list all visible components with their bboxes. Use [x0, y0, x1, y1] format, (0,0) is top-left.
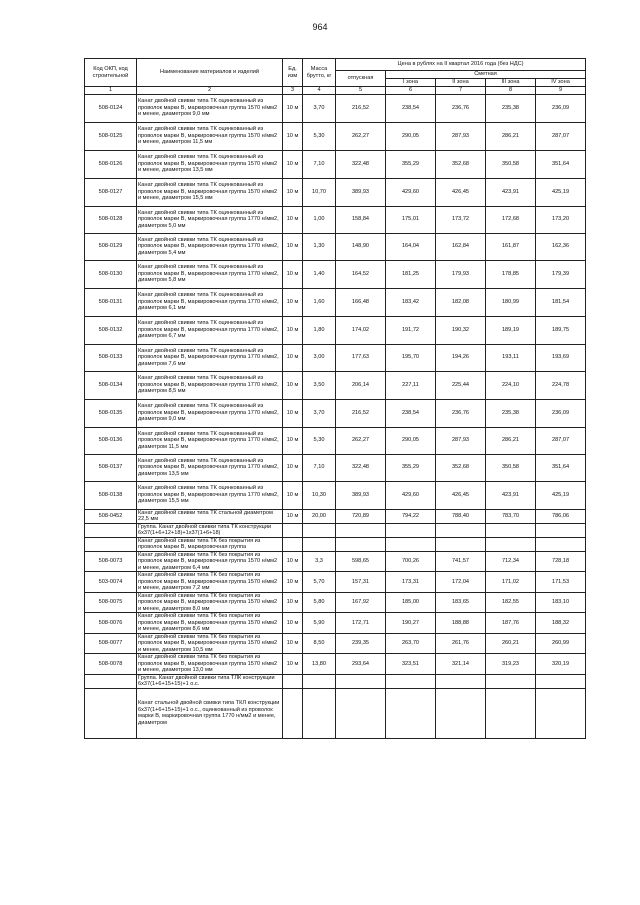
row-price-zone-3 [486, 537, 536, 551]
row-mass: 3,00 [303, 344, 336, 371]
group-empty-cell [386, 674, 436, 688]
page-number: 964 [312, 22, 328, 32]
row-price-zone-3: 783,70 [486, 509, 536, 523]
group-empty-cell [303, 523, 336, 537]
row-code: 508-0452 [85, 509, 137, 523]
row-price-zone-3: 193,11 [486, 344, 536, 371]
row-name: Канат двойной свивки типа ТК оцинкованный из проволок марки В, маркировочная группа 1570 н/мм2 и менее, диаметром 9,0 мм [137, 94, 283, 122]
row-price-zone-2: 190,32 [436, 316, 486, 344]
row-price-zone-3: 182,55 [486, 592, 536, 613]
row-price-otpusk: 262,27 [336, 122, 386, 150]
row-name: Канат двойной свивки типа ТК без покрытия из проволок марки В, маркировочная группа 1570 н/мм2 и менее, диаметром 8,6 мм [137, 613, 283, 634]
row-unit [283, 688, 303, 738]
row-unit: 10 м [283, 260, 303, 288]
row-price-otpusk: 239,35 [336, 633, 386, 654]
group-empty-cell [283, 674, 303, 688]
row-price-otpusk [336, 688, 386, 738]
table-row [85, 427, 586, 454]
row-code [85, 688, 137, 738]
row-price-zone-2: 788,40 [436, 509, 486, 523]
row-price-zone-4: 162,36 [536, 233, 586, 260]
header-zone-1: I зона [386, 79, 436, 87]
row-price-zone-4: 189,75 [536, 316, 586, 344]
row-name: Канат двойной свивки типа ТК без покрытия из проволок марки В, маркировочная группа 1570 н/мм2 и менее, диаметром 8,0 мм [137, 592, 283, 613]
row-unit [283, 537, 303, 551]
row-price-zone-1: 323,51 [386, 654, 436, 675]
row-price-zone-1: 185,00 [386, 592, 436, 613]
row-code: 508-0077 [85, 633, 137, 654]
row-price-zone-3: 224,10 [486, 371, 536, 399]
row-price-zone-2: 321,14 [436, 654, 486, 675]
row-code: 508-0134 [85, 371, 137, 399]
row-mass: 3,70 [303, 399, 336, 427]
group-empty-cell [436, 674, 486, 688]
row-price-zone-1: 700,26 [386, 551, 436, 572]
row-price-zone-1: 227,11 [386, 371, 436, 399]
row-code: 508-0131 [85, 288, 137, 316]
row-price-otpusk: 167,92 [336, 592, 386, 613]
row-price-zone-1: 290,05 [386, 122, 436, 150]
col-number: 4 [303, 87, 336, 95]
row-mass: 5,80 [303, 592, 336, 613]
row-price-zone-2: 182,08 [436, 288, 486, 316]
col-number: 3 [283, 87, 303, 95]
row-price-otpusk: 720,89 [336, 509, 386, 523]
table-row [85, 654, 586, 675]
row-price-zone-2: 261,76 [436, 633, 486, 654]
row-price-zone-4: 287,07 [536, 122, 586, 150]
row-price-zone-2: 426,45 [436, 178, 486, 206]
col-number: 2 [137, 87, 283, 95]
row-unit: 10 м [283, 654, 303, 675]
row-price-zone-4: 236,09 [536, 94, 586, 122]
row-name: Канат двойной свивки типа ТК оцинкованный из проволок марки В, маркировочная группа 1770 н/мм2, диаметром 5,0 мм [137, 206, 283, 233]
row-unit: 10 м [283, 94, 303, 122]
row-price-zone-4: 183,10 [536, 592, 586, 613]
row-mass: 13,80 [303, 654, 336, 675]
table-row [85, 592, 586, 613]
row-price-zone-3: 423,91 [486, 481, 536, 509]
row-mass [303, 688, 336, 738]
row-price-otpusk: 166,48 [336, 288, 386, 316]
row-price-zone-3: 286,21 [486, 427, 536, 454]
row-unit: 10 м [283, 316, 303, 344]
row-price-zone-1: 175,01 [386, 206, 436, 233]
row-price-zone-4: 786,06 [536, 509, 586, 523]
row-price-zone-1: 164,04 [386, 233, 436, 260]
row-unit: 10 м [283, 288, 303, 316]
table-row [85, 94, 586, 122]
group-empty-cell [486, 674, 536, 688]
row-price-otpusk: 262,27 [336, 427, 386, 454]
table-row [85, 371, 586, 399]
row-price-otpusk [336, 537, 386, 551]
row-price-zone-3: 260,21 [486, 633, 536, 654]
header-price-title: Цена в рублях на II квартал 2016 года (без НДС) [336, 59, 586, 71]
row-price-zone-1 [386, 688, 436, 738]
row-mass: 1,40 [303, 260, 336, 288]
table-row [85, 688, 586, 738]
row-price-otpusk: 216,52 [336, 94, 386, 122]
header-zone-4: IV зона [536, 79, 586, 87]
row-price-zone-1: 429,60 [386, 178, 436, 206]
table-row [85, 178, 586, 206]
row-unit: 10 м [283, 551, 303, 572]
row-price-zone-3: 178,85 [486, 260, 536, 288]
row-unit: 10 м [283, 633, 303, 654]
table-row [85, 399, 586, 427]
row-code: 508-0126 [85, 150, 137, 178]
row-code: 508-0075 [85, 592, 137, 613]
row-price-otpusk: 389,93 [336, 178, 386, 206]
col-number: 5 [336, 87, 386, 95]
row-price-zone-3: 712,34 [486, 551, 536, 572]
row-price-zone-2: 741,57 [436, 551, 486, 572]
row-mass: 1,30 [303, 233, 336, 260]
row-mass: 8,50 [303, 633, 336, 654]
col-number: 8 [486, 87, 536, 95]
row-price-zone-2: 236,76 [436, 399, 486, 427]
row-price-zone-1: 190,27 [386, 613, 436, 634]
row-mass: 10,70 [303, 178, 336, 206]
row-unit: 10 м [283, 233, 303, 260]
row-price-otpusk: 322,48 [336, 454, 386, 481]
row-price-zone-2: 172,04 [436, 572, 486, 593]
row-name: Канат двойной свивки типа ТК без покрытия из проволок марки В, маркировочная группа [137, 537, 283, 551]
table-row [85, 551, 586, 572]
col-number: 9 [536, 87, 586, 95]
row-name: Канат двойной свивки типа ТК оцинкованный из проволок марки В, маркировочная группа 1770 н/мм2, диаметром 8,5 мм [137, 371, 283, 399]
row-code: 508-0132 [85, 316, 137, 344]
row-price-otpusk: 293,64 [336, 654, 386, 675]
row-price-otpusk: 389,93 [336, 481, 386, 509]
row-mass: 5,30 [303, 427, 336, 454]
row-name: Канат двойной свивки типа ТК оцинкованный из проволок марки В, маркировочная группа 1770 н/мм2, диаметром 7,6 мм [137, 344, 283, 371]
row-price-zone-4 [536, 688, 586, 738]
row-price-zone-3 [486, 688, 536, 738]
row-mass: 7,10 [303, 454, 336, 481]
row-unit: 10 м [283, 454, 303, 481]
row-price-zone-2: 287,93 [436, 427, 486, 454]
row-price-zone-1: 238,54 [386, 94, 436, 122]
row-name: Канат двойной свивки типа ТК оцинкованный из проволок марки В, маркировочная группа 1770 н/мм2, диаметром 6,7 мм [137, 316, 283, 344]
row-price-zone-2: 352,68 [436, 454, 486, 481]
row-name: Канат двойной свивки типа ТК без покрытия из проволок марки В, маркировочная группа 1570 н/мм2 и менее, диаметром 6,4 мм [137, 551, 283, 572]
row-price-otpusk: 158,84 [336, 206, 386, 233]
group-row [85, 523, 586, 537]
header-zone-3: III зона [486, 79, 536, 87]
row-price-zone-2: 188,88 [436, 613, 486, 634]
row-price-zone-4: 181,54 [536, 288, 586, 316]
group-empty-cell [486, 523, 536, 537]
group-empty-cell [436, 523, 486, 537]
row-name: Канат двойной свивки типа ТК оцинкованный из проволок марки В, маркировочная группа 1770 н/мм2, диаметром 9,0 мм [137, 399, 283, 427]
group-code-cell [85, 523, 137, 537]
row-code: 508-0076 [85, 613, 137, 634]
row-price-zone-2: 426,45 [436, 481, 486, 509]
header-otpusk: отпускная [336, 71, 386, 87]
row-name: Канат двойной свивки типа ТК без покрытия из проволок марки В, маркировочная группа 1570 н/мм2 и менее, диаметром 13,0 мм [137, 654, 283, 675]
row-price-zone-2: 236,76 [436, 94, 486, 122]
table-row [85, 344, 586, 371]
header-smetnaya: Сметная [386, 71, 586, 79]
row-name: Канат двойной свивки типа ТК оцинкованный из проволок марки В, маркировочная группа 1570 н/мм2 и менее, диаметром 13,5 мм [137, 150, 283, 178]
row-name: Канат двойной свивки типа ТК оцинкованный из проволок марки В, маркировочная группа 1770 н/мм2, диаметром 5,4 мм [137, 233, 283, 260]
row-unit: 10 м [283, 509, 303, 523]
row-price-zone-2: 352,68 [436, 150, 486, 178]
row-price-zone-3: 161,87 [486, 233, 536, 260]
row-mass [303, 537, 336, 551]
header-name: Наименование материалов и изделий [137, 59, 283, 87]
row-code: 508-0129 [85, 233, 137, 260]
row-name: Канат двойной свивки типа ТК оцинкованный из проволок марки В, маркировочная группа 1770 н/мм2, диаметром 15,5 мм [137, 481, 283, 509]
row-price-zone-4: 224,78 [536, 371, 586, 399]
row-unit: 10 м [283, 572, 303, 593]
header-code: Код ОКП, код строительной [85, 59, 137, 87]
row-code: 508-0073 [85, 551, 137, 572]
group-empty-cell [536, 523, 586, 537]
row-unit: 10 м [283, 481, 303, 509]
row-price-zone-3: 172,68 [486, 206, 536, 233]
row-price-zone-4: 171,53 [536, 572, 586, 593]
header-zone-2: II зона [436, 79, 486, 87]
group-title: Группа. Канат двойной свивки типа ТЛК конструкции 6х37(1+6+15+15)+1 о.с. [137, 674, 283, 688]
row-price-zone-2: 183,65 [436, 592, 486, 613]
row-code: 508-0138 [85, 481, 137, 509]
group-empty-cell [303, 674, 336, 688]
row-price-otpusk: 206,14 [336, 371, 386, 399]
table-row [85, 288, 586, 316]
row-name: Канат двойной свивки типа ТК стальной диаметром 22,5 мм [137, 509, 283, 523]
row-price-zone-4: 236,09 [536, 399, 586, 427]
table-row [85, 572, 586, 593]
group-code-cell [85, 674, 137, 688]
table-row [85, 633, 586, 654]
row-price-zone-1: 263,70 [386, 633, 436, 654]
row-price-zone-4: 260,99 [536, 633, 586, 654]
row-price-zone-4: 425,19 [536, 481, 586, 509]
row-price-zone-1: 355,29 [386, 454, 436, 481]
price-table-body [85, 59, 586, 739]
row-code: 508-0127 [85, 178, 137, 206]
row-name: Канат двойной свивки типа ТК оцинкованный из проволок марки В, маркировочная группа 1770 н/мм2, диаметром 5,8 мм [137, 260, 283, 288]
row-price-zone-3: 319,23 [486, 654, 536, 675]
row-unit: 10 м [283, 399, 303, 427]
header-unit: Ед. изм [283, 59, 303, 87]
row-code: 508-0125 [85, 122, 137, 150]
row-price-zone-3: 235,38 [486, 399, 536, 427]
table-row [85, 206, 586, 233]
row-price-zone-4: 173,20 [536, 206, 586, 233]
row-price-zone-1: 195,70 [386, 344, 436, 371]
row-price-zone-2 [436, 537, 486, 551]
row-code: 508-0136 [85, 427, 137, 454]
row-price-zone-3: 286,21 [486, 122, 536, 150]
row-code: 508-0137 [85, 454, 137, 481]
row-price-zone-4: 193,69 [536, 344, 586, 371]
row-mass: 5,70 [303, 572, 336, 593]
header-row-1 [85, 59, 586, 71]
row-name: Канат двойной свивки типа ТК оцинкованный из проволок марки В, маркировочная группа 1770 н/мм2, диаметром 11,5 мм [137, 427, 283, 454]
table-row [85, 316, 586, 344]
row-mass: 3,50 [303, 371, 336, 399]
column-number-row [85, 87, 586, 95]
table-row [85, 150, 586, 178]
row-mass: 7,10 [303, 150, 336, 178]
row-price-otpusk: 322,48 [336, 150, 386, 178]
row-code [85, 537, 137, 551]
row-unit: 10 м [283, 427, 303, 454]
row-price-zone-4: 351,64 [536, 150, 586, 178]
row-price-otpusk: 174,02 [336, 316, 386, 344]
row-unit: 10 м [283, 150, 303, 178]
row-mass: 1,00 [303, 206, 336, 233]
table-row [85, 260, 586, 288]
row-price-otpusk: 157,31 [336, 572, 386, 593]
row-code: 508-0130 [85, 260, 137, 288]
col-number: 7 [436, 87, 486, 95]
row-price-zone-3: 350,58 [486, 150, 536, 178]
row-price-zone-4: 287,07 [536, 427, 586, 454]
row-code: 508-0133 [85, 344, 137, 371]
row-price-zone-3: 187,76 [486, 613, 536, 634]
table-row [85, 454, 586, 481]
row-unit: 10 м [283, 371, 303, 399]
row-price-zone-2: 225,44 [436, 371, 486, 399]
row-price-zone-4: 728,18 [536, 551, 586, 572]
row-unit: 10 м [283, 592, 303, 613]
row-name: Канат двойной свивки типа ТК оцинкованный из проволок марки В, маркировочная группа 1570 н/мм2 и менее, диаметром 15,5 мм [137, 178, 283, 206]
row-mass: 10,30 [303, 481, 336, 509]
row-price-zone-3: 180,99 [486, 288, 536, 316]
price-table [84, 58, 586, 739]
row-price-zone-3: 423,91 [486, 178, 536, 206]
row-price-otpusk: 216,52 [336, 399, 386, 427]
group-empty-cell [336, 523, 386, 537]
row-price-zone-2 [436, 688, 486, 738]
row-price-otpusk: 177,63 [336, 344, 386, 371]
row-price-zone-1: 191,72 [386, 316, 436, 344]
row-price-zone-1: 238,54 [386, 399, 436, 427]
row-mass: 3,70 [303, 94, 336, 122]
row-code: 508-0135 [85, 399, 137, 427]
row-price-zone-3: 189,19 [486, 316, 536, 344]
row-price-zone-4: 179,39 [536, 260, 586, 288]
row-code: 508-0128 [85, 206, 137, 233]
row-price-zone-1: 355,29 [386, 150, 436, 178]
col-number: 1 [85, 87, 137, 95]
row-name: Канат двойной свивки типа ТК без покрытия из проволок марки В, маркировочная группа 1570 н/мм2 и менее, диаметром 10,5 мм [137, 633, 283, 654]
group-title: Группа. Канат двойной свивки типа ТК конструкции 6х37(1+6+12+18)+1х37(1+6+18) [137, 523, 283, 537]
row-unit: 10 м [283, 178, 303, 206]
row-price-zone-4: 320,19 [536, 654, 586, 675]
row-price-zone-1: 794,22 [386, 509, 436, 523]
row-price-zone-1: 183,42 [386, 288, 436, 316]
row-price-otpusk: 598,65 [336, 551, 386, 572]
row-price-otpusk: 172,71 [336, 613, 386, 634]
row-mass: 20,00 [303, 509, 336, 523]
row-name: Канат двойной свивки типа ТК оцинкованный из проволок марки В, маркировочная группа 1770 н/мм2, диаметром 13,5 мм [137, 454, 283, 481]
table-row [85, 233, 586, 260]
row-price-zone-1: 290,05 [386, 427, 436, 454]
row-unit: 10 м [283, 344, 303, 371]
row-mass: 5,90 [303, 613, 336, 634]
row-price-otpusk: 148,90 [336, 233, 386, 260]
row-unit: 10 м [283, 206, 303, 233]
row-mass: 1,80 [303, 316, 336, 344]
row-mass: 1,60 [303, 288, 336, 316]
row-price-zone-3: 171,02 [486, 572, 536, 593]
row-name: Канат двойной свивки типа ТК оцинкованный из проволок марки В, маркировочная группа 1770 н/мм2, диаметром 6,1 мм [137, 288, 283, 316]
row-price-zone-2: 194,26 [436, 344, 486, 371]
table-row [85, 122, 586, 150]
row-code: 508-0124 [85, 94, 137, 122]
row-price-zone-1: 181,25 [386, 260, 436, 288]
row-name: Канат стальной двойной свивки типа ТКЛ конструкции 6х37(1+6+15+15)+1 о.с., оцинкованный из проволок марки В, маркировочная группа 1770 н/мм2 и менее, диаметром [137, 688, 283, 738]
row-price-zone-2: 287,93 [436, 122, 486, 150]
row-price-zone-3: 235,38 [486, 94, 536, 122]
row-mass: 3,3 [303, 551, 336, 572]
row-price-zone-1 [386, 537, 436, 551]
row-price-zone-4: 425,19 [536, 178, 586, 206]
group-empty-cell [336, 674, 386, 688]
row-price-zone-2: 173,72 [436, 206, 486, 233]
row-price-zone-1: 429,60 [386, 481, 436, 509]
row-price-otpusk: 164,52 [336, 260, 386, 288]
row-code: 508-0078 [85, 654, 137, 675]
row-price-zone-2: 179,93 [436, 260, 486, 288]
group-empty-cell [283, 523, 303, 537]
table-row [85, 509, 586, 523]
col-number: 6 [386, 87, 436, 95]
row-price-zone-2: 162,84 [436, 233, 486, 260]
row-unit: 10 м [283, 613, 303, 634]
row-name: Канат двойной свивки типа ТК оцинкованный из проволок марки В, маркировочная группа 1570 н/мм2 и менее, диаметром 11,5 мм [137, 122, 283, 150]
table-row [85, 481, 586, 509]
row-unit: 10 м [283, 122, 303, 150]
table-row [85, 537, 586, 551]
row-price-zone-4: 188,32 [536, 613, 586, 634]
table-row [85, 613, 586, 634]
group-row [85, 674, 586, 688]
row-mass: 5,30 [303, 122, 336, 150]
header-mass: Масса брутто, кг [303, 59, 336, 87]
group-empty-cell [386, 523, 436, 537]
row-price-zone-3: 350,58 [486, 454, 536, 481]
row-price-zone-4 [536, 537, 586, 551]
group-empty-cell [536, 674, 586, 688]
row-price-zone-4: 351,64 [536, 454, 586, 481]
row-name: Канат двойной свивки типа ТК без покрытия из проволок марки В, маркировочная группа 1570 н/мм2 и менее, диаметром 7,2 мм [137, 572, 283, 593]
row-price-zone-1: 173,31 [386, 572, 436, 593]
row-code: 503-0074 [85, 572, 137, 593]
